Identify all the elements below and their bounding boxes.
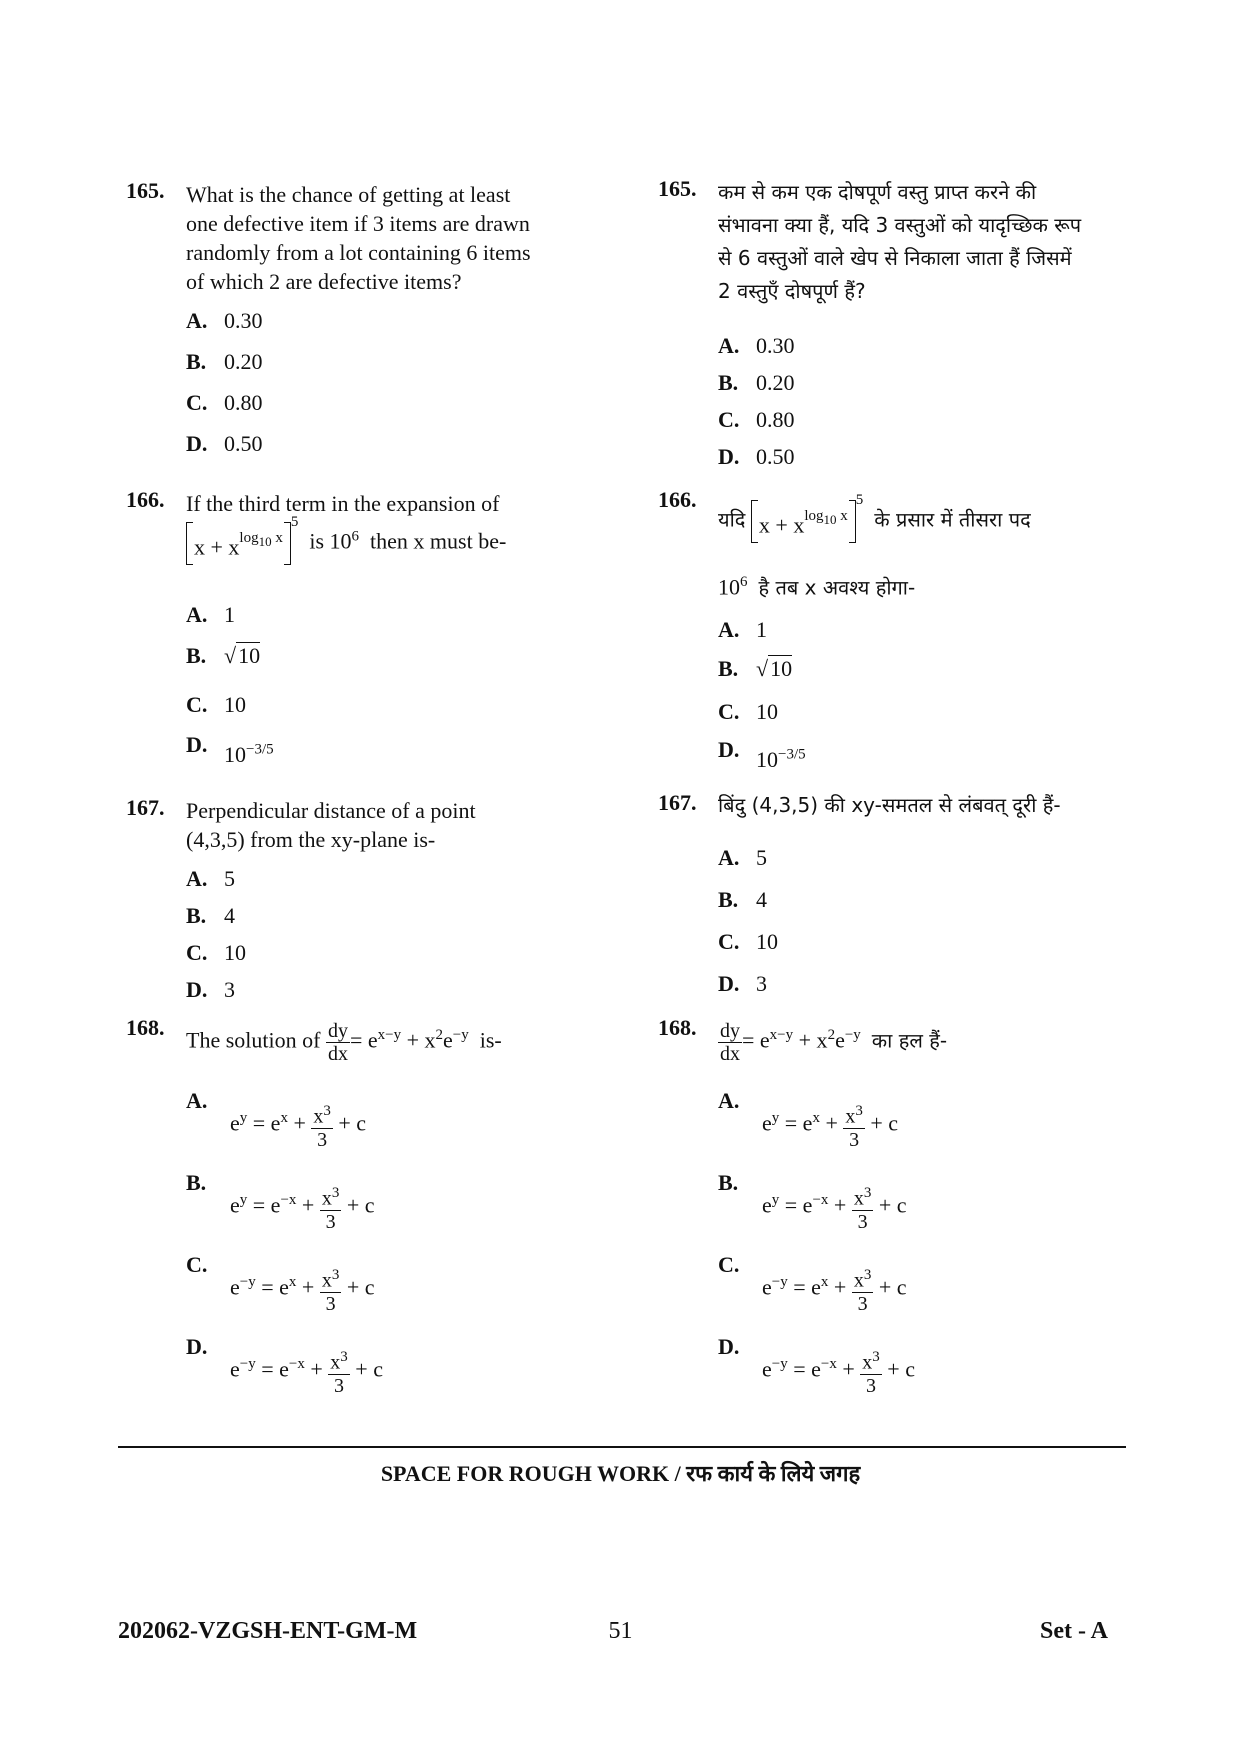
frac-den: 3 — [334, 1374, 345, 1397]
option-c[interactable] — [718, 407, 795, 433]
option-value: 0.30 — [756, 333, 795, 358]
option-letter: C. — [186, 692, 208, 717]
option-letter: C. — [718, 699, 740, 724]
option-letter: A. — [718, 617, 740, 642]
question-line: Perpendicular distance of a point — [186, 798, 476, 823]
frac-denominator: dx — [327, 1043, 348, 1065]
lhs: e — [762, 1110, 772, 1136]
derivative-fraction — [326, 1020, 350, 1065]
question-number: 166. — [126, 487, 165, 512]
option-a[interactable] — [718, 845, 767, 871]
option-b[interactable] — [718, 370, 795, 396]
frac-num-exp: 3 — [855, 1103, 863, 1119]
plus: + — [842, 1356, 855, 1382]
option-letter: C. — [718, 1252, 740, 1277]
rhs: = e — [742, 1027, 770, 1053]
fraction — [852, 1182, 874, 1233]
option-c[interactable] — [186, 390, 263, 416]
tail-text: is 10 — [309, 528, 352, 554]
frac-num: x — [862, 1351, 873, 1374]
answer-equation — [762, 1264, 907, 1315]
log-text: log — [239, 530, 259, 546]
rhs2-exp: 2 — [435, 1027, 443, 1044]
frac-den: 3 — [849, 1128, 860, 1151]
option-value: 1 — [224, 602, 235, 627]
option-value: 5 — [756, 845, 767, 870]
bracket-expression — [186, 522, 291, 565]
option-letter: A. — [186, 866, 208, 891]
frac-num: x — [330, 1351, 341, 1374]
mid: = e — [255, 1274, 289, 1300]
plus: + — [833, 1192, 847, 1218]
rhs3: e — [443, 1027, 453, 1053]
option-letter: C. — [186, 1252, 208, 1277]
bracket-power: 5 — [855, 492, 864, 509]
plus: + — [825, 1110, 838, 1136]
option-d[interactable] — [718, 444, 795, 470]
option-letter: A. — [186, 1088, 208, 1113]
lhs-exp: y — [239, 1110, 248, 1127]
plus-c: + c — [355, 1356, 383, 1382]
option-value: 10 — [224, 940, 246, 965]
mid: = e — [779, 1110, 813, 1136]
post-text: के प्रसार में तीसरा पद — [874, 507, 1031, 532]
fraction — [328, 1346, 350, 1397]
mid-exp: −x — [288, 1356, 305, 1373]
frac-num: x — [845, 1105, 856, 1128]
question-pre: The solution of — [186, 1027, 321, 1053]
log-arg: x — [836, 508, 848, 524]
frac-num-exp: 3 — [872, 1349, 880, 1365]
option-value: 3 — [224, 977, 235, 1002]
line2-text: है तब x अवश्य होगा- — [758, 575, 916, 600]
option-letter: C. — [718, 929, 740, 954]
rhs2-exp: 2 — [827, 1027, 836, 1044]
option-letter: D. — [186, 1334, 208, 1359]
tail-exp: 6 — [351, 528, 360, 545]
frac-num: x — [321, 1187, 332, 1210]
option-letter: C. — [186, 390, 208, 415]
mid-exp: −x — [280, 1192, 297, 1209]
question-text — [186, 796, 476, 854]
option-letter: A. — [718, 333, 740, 358]
mid: = e — [247, 1192, 281, 1218]
lhs-exp: −y — [771, 1356, 788, 1373]
option-letter: B. — [718, 656, 739, 681]
option-value: 4 — [224, 903, 235, 928]
option-value: 0.50 — [224, 431, 263, 456]
question-text — [186, 1020, 502, 1065]
question-post: का हल हैं- — [871, 1028, 948, 1053]
question-number: 167. — [126, 795, 165, 820]
rough-work-label: SPACE FOR ROUGH WORK / रफ कार्य के लिये जगह — [380, 1461, 861, 1486]
answer-equation — [230, 1264, 375, 1315]
question-number: 168. — [658, 1015, 697, 1040]
expansion-expression — [718, 492, 1031, 543]
derivative-fraction — [718, 1020, 742, 1065]
frac-num: x — [853, 1269, 864, 1292]
option-letter: B. — [186, 349, 207, 374]
option-value: 0.80 — [224, 390, 263, 415]
option-c[interactable] — [718, 699, 778, 725]
answer-equation — [762, 1100, 898, 1151]
log-arg: x — [271, 530, 283, 546]
question-post: is- — [479, 1027, 502, 1053]
option-b[interactable] — [718, 887, 767, 913]
option-d[interactable] — [186, 431, 263, 457]
option-b[interactable] — [718, 655, 792, 682]
option-exp: −3/5 — [778, 747, 806, 763]
option-letter: B. — [186, 643, 207, 668]
option-letter: D. — [718, 444, 740, 469]
answer-equation — [230, 1346, 383, 1397]
pre-text: यदि — [718, 507, 746, 532]
set-label: Set - A — [1040, 1618, 1108, 1644]
question-text — [718, 1020, 947, 1065]
lhs: e — [230, 1356, 240, 1382]
option-value: 10 — [224, 692, 246, 717]
question-line: one defective item if 3 items are drawn — [186, 211, 530, 236]
answer-equation — [230, 1100, 366, 1151]
option-value: 10 — [238, 643, 261, 668]
option-letter: C. — [718, 407, 740, 432]
lhs: e — [762, 1274, 772, 1300]
lhs-exp: −y — [239, 1274, 256, 1291]
bracket-base: x + x — [194, 534, 240, 560]
option-d[interactable] — [718, 737, 806, 773]
line2-exp: 6 — [740, 574, 748, 590]
mid: = e — [255, 1356, 289, 1382]
mid-exp: x — [812, 1110, 820, 1127]
answer-equation — [230, 1182, 375, 1233]
question-number: 167. — [658, 790, 697, 815]
question-line-2 — [718, 568, 915, 602]
frac-numerator: dy — [720, 1020, 740, 1042]
option-b[interactable] — [186, 903, 235, 929]
mid-exp: −x — [820, 1356, 837, 1373]
fraction — [852, 1264, 874, 1315]
log-base: 10 — [258, 534, 272, 549]
option-value: 1 — [756, 617, 767, 642]
rhs: = e — [349, 1027, 378, 1053]
question-line: (4,3,5) from the xy-plane is- — [186, 827, 436, 852]
sqrt-symbol: √ — [756, 656, 769, 681]
bracket-expression — [751, 500, 856, 543]
page-number: 51 — [608, 1618, 633, 1644]
option-exp: −3/5 — [246, 742, 274, 758]
mid: = e — [787, 1274, 821, 1300]
option-value: 5 — [224, 866, 235, 891]
frac-num-exp: 3 — [863, 1185, 872, 1201]
plus: + — [301, 1192, 315, 1218]
option-value: 0.20 — [756, 370, 795, 395]
mid-exp: x — [820, 1274, 829, 1291]
rhs2: + x — [401, 1027, 436, 1053]
option-letter: D. — [718, 737, 740, 763]
option-a[interactable] — [718, 617, 767, 643]
fraction — [320, 1182, 342, 1233]
option-d[interactable] — [186, 977, 235, 1003]
rhs2: + x — [793, 1027, 828, 1053]
plus-c: + c — [878, 1192, 907, 1218]
frac-den: 3 — [317, 1128, 328, 1151]
option-value: 0.30 — [224, 308, 263, 333]
question-line: से 6 वस्तुओं वाले खेप से निकाला जाता हैं जिसमें — [718, 246, 1072, 270]
frac-num-exp: 3 — [323, 1103, 331, 1119]
question-text: If the third term in the expansion of — [186, 491, 500, 516]
fraction — [311, 1100, 333, 1151]
mid-exp: x — [280, 1110, 288, 1127]
plus: + — [310, 1356, 323, 1382]
plus-c: + c — [346, 1274, 375, 1300]
option-letter: A. — [718, 845, 740, 870]
lhs: e — [762, 1356, 772, 1382]
rhs3: e — [835, 1027, 845, 1053]
option-a[interactable] — [718, 333, 795, 359]
bracket-power: 5 — [290, 514, 299, 531]
plus-c: + c — [887, 1356, 915, 1382]
question-text: बिंदु (4,3,5) की xy-समतल से लंबवत् दूरी हैं- — [718, 793, 1061, 817]
frac-num-exp: 3 — [331, 1185, 340, 1201]
option-value: 10 — [224, 742, 246, 768]
expansion-expression — [186, 514, 507, 565]
frac-num-exp: 3 — [331, 1267, 340, 1283]
option-value: 10 — [756, 747, 778, 773]
frac-den: 3 — [325, 1210, 336, 1233]
option-value: 10 — [770, 656, 793, 681]
option-letter: A. — [718, 1088, 740, 1113]
option-value: 0.20 — [224, 349, 263, 374]
option-value: 0.80 — [756, 407, 795, 432]
plus-c: + c — [338, 1110, 367, 1136]
frac-num: x — [853, 1187, 864, 1210]
fraction — [843, 1100, 865, 1151]
mid: = e — [779, 1192, 813, 1218]
option-a[interactable] — [186, 866, 235, 892]
question-line: What is the chance of getting at least — [186, 182, 511, 207]
option-letter: B. — [186, 903, 207, 928]
option-c[interactable] — [186, 940, 246, 966]
lhs: e — [230, 1274, 240, 1300]
question-number: 165. — [126, 178, 165, 203]
lhs-exp: −y — [771, 1274, 788, 1291]
lhs: e — [762, 1192, 772, 1218]
question-line: randomly from a lot containing 6 items — [186, 240, 531, 265]
mid-exp: x — [288, 1274, 297, 1291]
option-value: 10 — [756, 929, 778, 954]
mid-exp: −x — [812, 1192, 829, 1209]
rhs-exp: x−y — [769, 1027, 794, 1044]
frac-num: x — [313, 1105, 324, 1128]
paper-code: 202062-VZGSH-ENT-GM-M — [118, 1618, 418, 1644]
plus-c: + c — [346, 1192, 375, 1218]
frac-den: 3 — [857, 1210, 868, 1233]
rhs-exp: x−y — [377, 1027, 402, 1044]
option-letter: D. — [718, 971, 740, 996]
plus: + — [301, 1274, 315, 1300]
frac-num-exp: 3 — [863, 1267, 872, 1283]
log-text: log — [804, 508, 824, 524]
option-letter: B. — [718, 887, 739, 912]
option-letter: D. — [186, 431, 208, 456]
option-b[interactable] — [186, 349, 263, 375]
option-letter: D. — [186, 977, 208, 1002]
option-b[interactable] — [186, 642, 260, 669]
question-number: 165. — [658, 176, 697, 201]
lhs-exp: −y — [239, 1356, 256, 1373]
question-line: 2 वस्तुएँ दोषपूर्ण हैं? — [718, 279, 866, 303]
option-letter: B. — [718, 1170, 739, 1195]
answer-equation — [762, 1346, 915, 1397]
divider-line — [118, 1446, 1126, 1448]
bracket-base: x + x — [758, 512, 805, 538]
option-letter: D. — [718, 1334, 740, 1359]
tail-text-2: then x must be- — [370, 528, 507, 554]
plus-c: + c — [870, 1110, 899, 1136]
fraction — [860, 1346, 882, 1397]
option-letter: D. — [186, 732, 208, 758]
lhs: e — [230, 1110, 240, 1136]
plus: + — [833, 1274, 847, 1300]
option-d[interactable] — [718, 971, 767, 997]
lhs-exp: y — [771, 1192, 780, 1209]
option-d[interactable] — [186, 732, 274, 768]
question-number: 168. — [126, 1015, 165, 1040]
mid: = e — [247, 1110, 281, 1136]
log-base: 10 — [823, 512, 837, 527]
sqrt-symbol: √ — [224, 643, 237, 668]
question-line: कम से कम एक दोषपूर्ण वस्तु प्राप्त करने की — [718, 180, 1037, 204]
option-a[interactable] — [186, 308, 263, 334]
lhs-exp: y — [239, 1192, 248, 1209]
frac-den: 3 — [857, 1292, 868, 1315]
line2-base: 10 — [718, 574, 740, 600]
question-number: 166. — [658, 487, 697, 512]
frac-den: 3 — [325, 1292, 336, 1315]
question-line: of which 2 are defective items? — [186, 269, 462, 294]
option-value: 4 — [756, 887, 767, 912]
plus: + — [293, 1110, 306, 1136]
frac-num-exp: 3 — [340, 1349, 348, 1365]
question-text — [186, 180, 531, 296]
frac-den: 3 — [866, 1374, 877, 1397]
answer-equation — [762, 1182, 907, 1233]
option-letter: B. — [718, 370, 739, 395]
option-letter: A. — [186, 602, 208, 627]
rhs3-exp: −y — [452, 1027, 469, 1044]
rhs3-exp: −y — [844, 1027, 861, 1044]
lhs: e — [230, 1192, 240, 1218]
option-value: 0.50 — [756, 444, 795, 469]
frac-num: x — [321, 1269, 332, 1292]
fraction — [320, 1264, 342, 1315]
option-letter: C. — [186, 940, 208, 965]
mid: = e — [787, 1356, 821, 1382]
option-value: 10 — [756, 699, 778, 724]
option-letter: A. — [186, 308, 208, 333]
option-letter: B. — [186, 1170, 207, 1195]
option-c[interactable] — [718, 929, 778, 955]
option-a[interactable] — [186, 602, 235, 628]
option-value: 3 — [756, 971, 767, 996]
question-text — [718, 176, 1081, 308]
plus-c: + c — [878, 1274, 907, 1300]
frac-denominator: dx — [720, 1043, 740, 1065]
option-c[interactable] — [186, 692, 246, 718]
frac-numerator: dy — [327, 1020, 348, 1042]
lhs-exp: y — [771, 1110, 780, 1127]
question-line: संभावना क्या हैं, यदि 3 वस्तुओं को यादृच्छिक रूप — [718, 213, 1082, 237]
